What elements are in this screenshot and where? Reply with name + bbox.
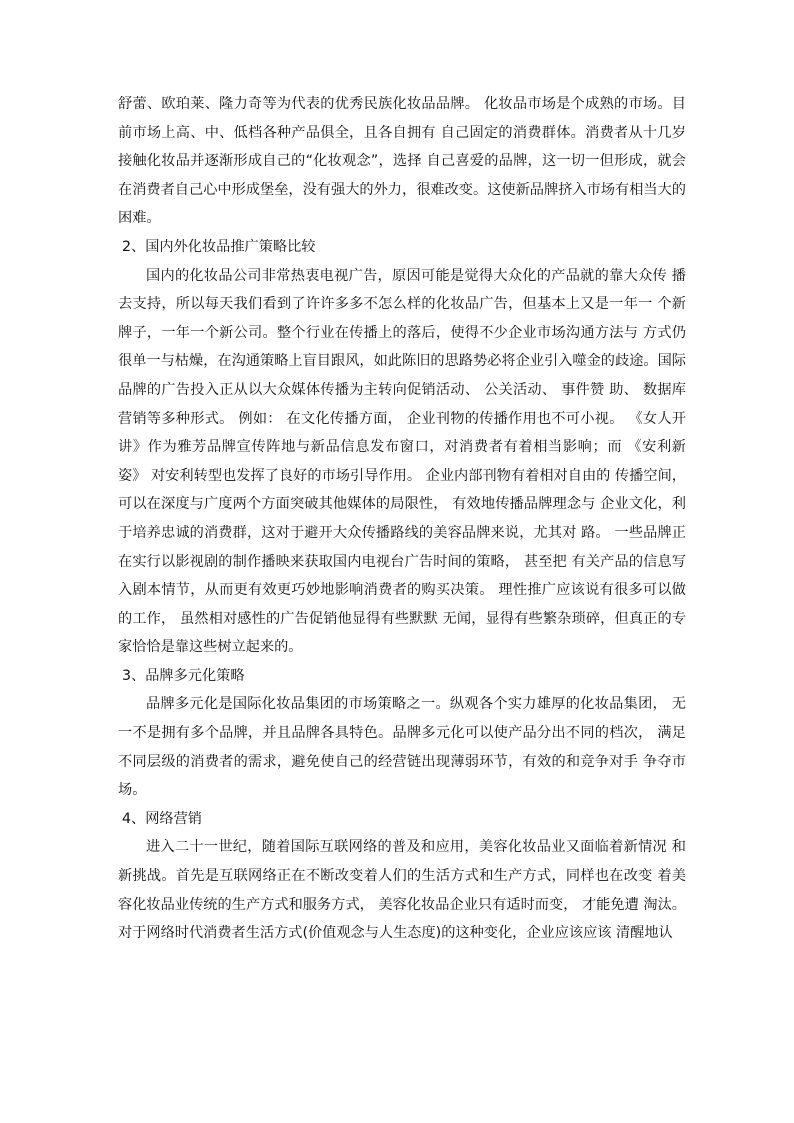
body-paragraph-3: 品牌多元化是国际化妆品集团的市场策略之一。纵观各个实力雄厚的化妆品集团， 无一不是拥有多个品牌，并且品牌各具特色。品牌多元化可以使产品分出不同的档次， 满足不同层级的消费者的需求，避免使自己的经营链出现薄弱环节，有效的和竞争对手 争夺市场。 bbox=[118, 696, 686, 799]
document-page bbox=[118, 90, 686, 948]
section-heading-4: 4、网络营销 bbox=[122, 810, 202, 827]
body-paragraph-1: 舒蕾、欧珀莱、隆力奇等为代表的优秀民族化妆品品牌。 化妆品市场是个成熟的市场。目前市场上高、中、低档各种产品俱全，且各自拥有 自己固定的消费群体。消费者从十几岁接触化妆品并逐渐形成自己的“化妆观念”，选择 自己喜爱的品牌，这一切一但形成，就会在消费者自己心中形成堡垒，没有强大的外力，很难改变。这使新品牌挤入市场有相当大的困难。 bbox=[118, 96, 686, 227]
body-paragraph-2: 国内的化妆品公司非常热衷电视广告，原因可能是觉得大众化的产品就的靠大众传 播去支持，所以每天我们看到了许许多多不怎么样的化妆品广告，但基本上又是一年一 个新牌子，一年一个新公司。整个行业在传播上的落后，使得不少企业市场沟通方法与 方式仍很单一与枯燥，在沟通策略上盲目跟风，如此陈旧的思路势必将企业引入噬金的歧途。国际品牌的广告投入正从以大众媒体传播为主转向促销活动、 公关活动、 事件赞 助、 数据库营销等多种形式。 例如： 在文化传播方面， 企业刊物的传播作用也不可小视。 《女人开讲》作为雅芳品牌宣传阵地与新品信息发布窗口，对消费者有着相当影响；而 《安利新姿》 对安利转型也发挥了良好的市场引导作用。 企业内部刊物有着相对自由的 传播空间，可以在深度与广度两个方面突破其他媒体的局限性， 有效地传播品牌理念与 企业文化，利于培养忠诚的消费群，这对于避开大众传播路线的美容品牌来说，尤其对 路。 一些品牌正在实行以影视剧的制作播映来获取国内电视台广告时间的策略， 甚至把 有关产品的信息写入剧本情节，从而更有效更巧妙地影响消费者的购买决策。 理性推广应该说有很多可以做的工作， 虽然相对感性的广告促销他显得有些默默 无闻，显得有些繁杂琐碎，但真正的专家恰恰是靠这些树立起来的。 bbox=[118, 267, 686, 656]
section-heading-2: 2、国内外化妆品推广策略比较 bbox=[122, 238, 316, 255]
section-heading-3: 3、品牌多元化策略 bbox=[122, 667, 245, 684]
body-paragraph-4: 进入二十一世纪，随着国际互联网络的普及和应用，美容化妆品业又面临着新情况 和新挑战。首先是互联网络正在不断改变着人们的生活方式和生产方式，同样也在改变 着美容化妆品业传统的生产方式和服务方式， 美容化妆品企业只有适时而变， 才能免遭 淘汰。对于网络时代消费者生活方式(价值观念与人生态度)的这种变化，企业应该应该 清醒地认 bbox=[118, 839, 686, 942]
